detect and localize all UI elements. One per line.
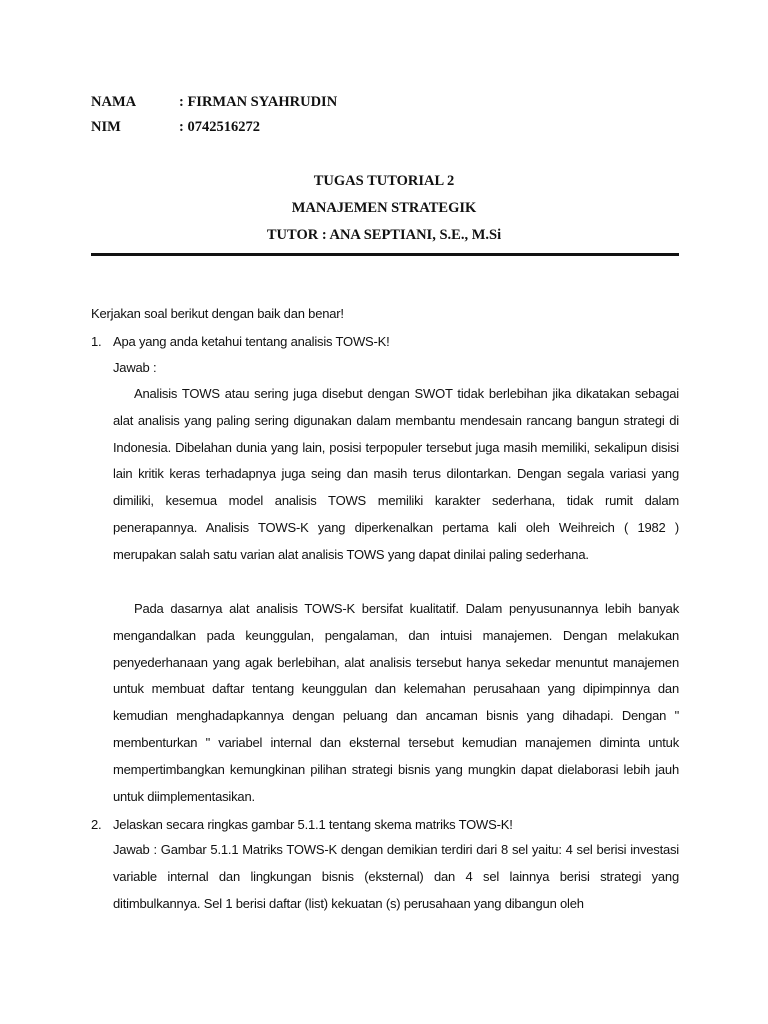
question-1-number: 1. (91, 334, 102, 349)
answer-1-paragraph-2: Pada dasarnya alat analisis TOWS-K bersifat kualitatif. Dalam penyusunannya lebih banyak mengandalkan pada keunggulan, pengalaman, dan intuisi manajemen. Dengan melakukan penyederhanaan yang agak berlebihan, alat analisis tersebut hanya sekedar menuntut manajemen untuk membuat daftar tentang keunggulan dan kelemahan perusahaan yang dipimpinnya dan kemudian menghadapkannya dengan peluang dan ancaman bisnis yang dihadapi. Dengan " membenturkan " variabel internal dan eksternal tersebut kemudian manajemen diminta untuk mempertimbangkan kemungkinan pilihan strategi bisnis yang mungkin dapat dielaborasi lebih jauh untuk diimplementasikan. (113, 601, 679, 804)
course-title: MANAJEMEN STRATEGIK (291, 200, 477, 216)
assignment-title: TUGAS TUTORIAL 2 (313, 173, 455, 189)
header-divider (91, 253, 679, 256)
name-value: : FIRMAN SYAHRUDIN (179, 94, 338, 110)
answer-2-paragraph: Jawab : Gambar 5.1.1 Matriks TOWS-K dengan demikian terdiri dari 8 sel yaitu: 4 sel berisi investasi variable internal dan lingkungan bisnis (eksternal) dan 4 sel lainnya berisi strategi yang ditimbulkannya. Sel 1 berisi daftar (list) kekuatan (s) perusahaan yang dibangun oleh (113, 842, 679, 911)
question-2 (91, 817, 513, 832)
name-label: NAMA (91, 94, 137, 110)
instruction-text: Kerjakan soal berikut dengan baik dan benar! (91, 306, 344, 321)
nim-value: : 0742516272 (179, 119, 260, 135)
name-row (91, 94, 337, 111)
question-1-text: Apa yang anda ketahui tentang analisis TOWS-K! (113, 334, 390, 349)
question-2-text: Jelaskan secara ringkas gambar 5.1.1 tentang skema matriks TOWS-K! (113, 817, 513, 832)
answer-1-label: Jawab : (113, 360, 157, 375)
answer-1-paragraph-1: Analisis TOWS atau sering juga disebut dengan SWOT tidak berlebihan jika dikatakan sebagai alat analisis yang paling sering digunakan dalam membantu mendesain rancang bangun strategi di Indonesia. Dibelahan dunia yang lain, posisi terpopuler tersebut juga masih memiliki, sekalipun disisi lain kritik keras terhadapnya juga seing dan masih terus dilontarkan. Dengan segala variasi yang dimiliki, kesemua model analisis TOWS memiliki karakter sederhana, tidak rumit dalam penerapannya. Analisis TOWS-K yang diperkenalkan pertama kali oleh Weihreich ( 1982 ) merupakan salah satu varian alat analisis TOWS yang dapat dinilai paling sederhana. (113, 386, 679, 562)
nim-label: NIM (91, 119, 121, 135)
tutor-title: TUTOR : ANA SEPTIANI, S.E., M.Si (266, 227, 502, 243)
nim-row (91, 119, 260, 136)
question-1 (91, 334, 390, 349)
question-2-number: 2. (91, 817, 102, 832)
